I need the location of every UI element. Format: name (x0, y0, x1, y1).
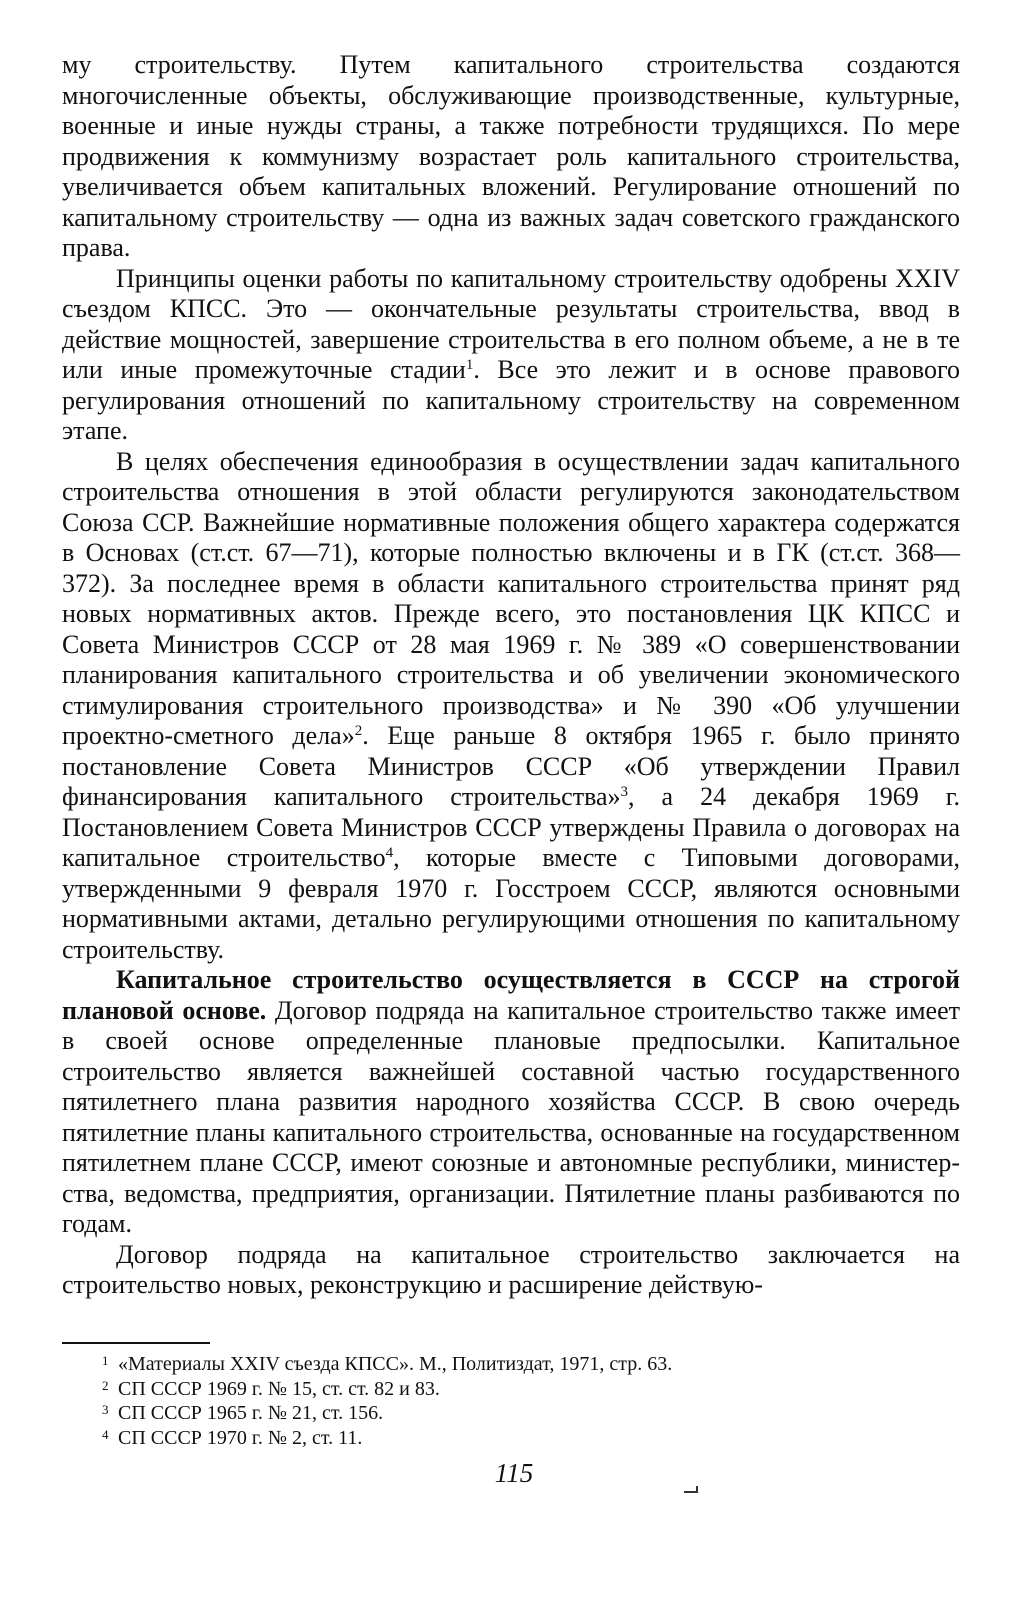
footnotes (102, 1352, 960, 1450)
footnote-mark: 1 (102, 1353, 109, 1368)
bold-lead-sentence: Капитальное строительство осуществляется в СССР на строгой плановой основе. (62, 965, 960, 1025)
footnote-ref-2[interactable]: 2 (354, 723, 363, 739)
paragraph-5: Договор подряда на капитальное строительство заключается на строительство новых, реконструкцию и расширение действую- (62, 1239, 960, 1299)
footnote-divider (62, 1342, 210, 1344)
paragraph-1: му строительству. Путем капитального строительства создаются многочисленные объекты, обслуживающие производственные, культурные, военные и иные нужды страны, а также потребности трудящихся. По мере продвижения к коммунизму возрастает роль капитального строительства, увеличивается объем капитальных вложений. Регулирование отношений по капитальному строительству — одна из важных задач советского гражданского права. (62, 50, 960, 262)
footnote-4 (102, 1426, 960, 1451)
footnote-3 (102, 1401, 960, 1426)
paragraph-3: В целях обеспечения единообразия в осуществлении задач капитального строительства отношения в этой области регулируются законодательством Союза ССР. Важнейшие нормативные положения общего характера содержатся в Основах (ст.ст. 67—71), которые полностью включены и в ГК (ст.ст. 368—372). За последнее время в области капитального строительства принят ряд новых нормативных актов. Прежде всего, это постановления ЦК КПСС и Совета Министров СССР от 28 мая 1969 г. № 389 «О совершенствовании планирования капитального строительства и об увеличении экономического стимулирования строительного производства» и № 390 «Об улучшении проектно-сметного дела»$^2$. Еще раньше 8 октября 1965 г. было принято постановление Совета Министров СССР «Об утверждении Правил финансирования капитального строительства»$^3$, а 24 декабря 1969 г. Постановлением Совета Министров СССР утверждены Правила о договорах на капитальное строительство$^4$, которые вместе с Типовыми договорами, утвержденными 9 февраля 1970 г. Госстроем СССР, являются основными нормативными актами, детально регулирующими отношения по капитальному строительству. (62, 446, 960, 964)
footnote-text: СП СССР 1970 г. № 2, ст. 11. (118, 1426, 363, 1449)
footnote-ref-3[interactable]: 3 (620, 784, 629, 800)
paragraph-4: Капитальное строительство осуществляется в СССР на строгой плановой основе. Договор подряда на капитальное строительство также имеет в своей основе определенные плановые предпосылки. Капитальное строительство является важнейшей составной частью государственного пятилетнего плана развития народного хозяйства СССР. В свою очередь пятилетние планы капитального строительства, основанные на государственном пятилетнем плане СССР, имеют союзные и автономные республики, министерства, ведомства, предприятия, организации. Пятилетние планы разбиваются по годам. (62, 965, 960, 1238)
footnote-2 (102, 1377, 960, 1402)
footnote-1 (102, 1352, 960, 1377)
paragraph-2: Принципы оценки работы по капитальному строительству одобрены XXIV съездом КПСС. Это — окончательные результаты строительства, ввод в действие мощностей, завершение строительства в его полном объеме, а не в те или иные промежуточные стадии$^1$. Все это лежит и в основе правового регулирования отношений по капитальному строительству на современном этапе. (62, 263, 961, 445)
footnote-text: СП СССР 1969 г. № 15, ст. ст. 82 и 83. (118, 1377, 440, 1400)
footnote-mark: 4 (102, 1426, 109, 1442)
footnote-ref-1[interactable]: 1 (465, 357, 474, 373)
main-text (62, 50, 960, 1301)
footnote-text: СП СССР 1965 г. № 21, ст. 156. (118, 1402, 384, 1424)
footnote-mark: 2 (102, 1377, 109, 1393)
footnote-ref-4[interactable]: 4 (385, 845, 394, 861)
scan-artifact (684, 1486, 698, 1493)
page-number: 115 (494, 1458, 534, 1488)
footnote-text: «Материалы XXIV съезда КПСС». М., Политиздат, 1971, стр. 63. (118, 1353, 673, 1375)
footnote-mark: 3 (102, 1402, 109, 1417)
